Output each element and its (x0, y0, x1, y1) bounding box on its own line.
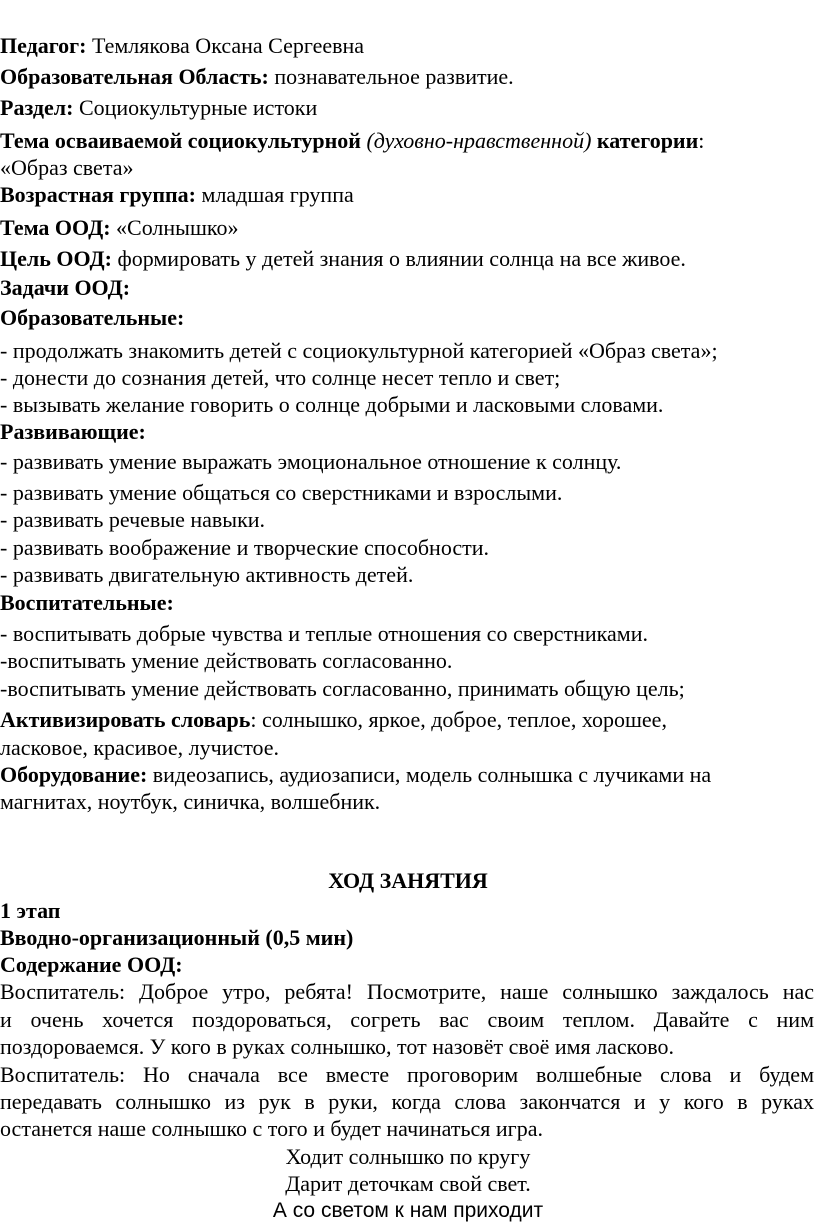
developing-item: - развивать воображение и творческие способности. (0, 535, 490, 560)
stage-name: Вводно-организационный (0,5 мин) (0, 925, 354, 950)
goal-line (0, 244, 686, 274)
section-value: Социокультурные истоки (73, 95, 318, 120)
equipment-value: видеозапись, аудиозаписи, модель солнышка с лучиками на (147, 762, 712, 787)
paragraph-line: Воспитатель: Но сначала все вместе проговорим волшебные слова и будем (0, 1062, 814, 1087)
tasks-title: Задачи ООД: (0, 275, 131, 300)
content-label: Содержание ООД: (0, 952, 183, 977)
developing-title: Развивающие: (0, 419, 146, 444)
vocabulary-value: : солнышко, яркое, доброе, теплое, хорошее, (250, 707, 667, 732)
educational-item: - продолжать знакомить детей с социокультурной категорией «Образ света»; (0, 338, 718, 363)
ood-theme-line (0, 213, 238, 243)
equipment-line (0, 760, 711, 790)
ood-theme-label: Тема ООД: (0, 215, 111, 240)
vocabulary-value-cont: ласковое, красивое, лучистое. (0, 735, 280, 760)
poem-line: Ходит солнышко по кругу (285, 1144, 531, 1169)
paragraph-line: поздороваемся. У кого в руках солнышко, тот назовёт своё имя ласково. (0, 1034, 674, 1059)
teacher-line (0, 31, 364, 61)
section-line (0, 93, 317, 123)
developing-item: - развивать двигательную активность детей. (0, 562, 414, 587)
goal-value: формировать у детей знания о влиянии солнца на все живое. (111, 246, 686, 271)
equipment-value-cont: магнитах, ноутбук, синичка, волшебник. (0, 789, 381, 814)
section-label: Раздел: (0, 95, 74, 120)
lesson-heading: ХОД ЗАНЯТИЯ (328, 868, 488, 893)
age-line (0, 180, 354, 210)
upbringing-title: Воспитательные: (0, 590, 174, 615)
educational-title: Образовательные: (0, 305, 185, 330)
developing-item: - развивать умение общаться со сверстниками и взрослыми. (0, 480, 563, 505)
age-label: Возрастная группа: (0, 182, 197, 207)
paragraph-line: Воспитатель: Доброе утро, ребята! Посмотрите, наше солнышко заждалось нас (0, 979, 814, 1004)
paragraph-line: останется наше солнышко с того и будет начинаться игра. (0, 1116, 543, 1141)
educational-item: - донести до сознания детей, что солнце несет тепло и свет; (0, 365, 561, 390)
teacher-label: Педагог: (0, 33, 87, 58)
theme-colon: : (698, 128, 705, 153)
theme-value: «Образ света» (0, 155, 134, 180)
theme-italic: (духовно-нравственной) (360, 128, 597, 153)
poem-line: А со светом к нам приходит (272, 1199, 544, 1222)
upbringing-item: -воспитывать умение действовать согласованно. (0, 648, 453, 673)
theme-label-part2: категории (596, 128, 699, 153)
teacher-value: Темлякова Оксана Сергеевна (86, 33, 365, 58)
vocabulary-line (0, 705, 667, 735)
developing-item: - развивать умение выражать эмоциональное отношение к солнцу. (0, 449, 622, 474)
upbringing-item: -воспитывать умение действовать согласованно, принимать общую цель; (0, 676, 685, 701)
paragraph-line: и очень хочется поздороваться, согреть вас своим теплом. Давайте с ним (0, 1007, 814, 1032)
upbringing-item: - воспитывать добрые чувства и теплые отношения со сверстниками. (0, 621, 648, 646)
area-label: Образовательная Область: (0, 64, 269, 89)
educational-item: - вызывать желание говорить о солнце добрыми и ласковыми словами. (0, 392, 664, 417)
developing-item: - развивать речевые навыки. (0, 507, 266, 532)
paragraph-line: передавать солнышко из рук в руки, когда слова закончатся и у кого в руках (0, 1089, 814, 1114)
poem-line: Дарит деточкам свой свет. (285, 1171, 531, 1196)
area-value: познавательное развитие. (268, 64, 514, 89)
theme-label-part1: Тема осваиваемой социокультурной (0, 128, 361, 153)
age-value: младшая группа (196, 182, 354, 207)
stage-number: 1 этап (0, 898, 61, 923)
vocabulary-label: Активизировать словарь (0, 707, 251, 732)
ood-theme-value: «Солнышко» (110, 215, 239, 240)
theme-line (0, 126, 704, 156)
equipment-label: Оборудование: (0, 762, 148, 787)
goal-label: Цель ООД: (0, 246, 112, 271)
area-line (0, 62, 514, 92)
